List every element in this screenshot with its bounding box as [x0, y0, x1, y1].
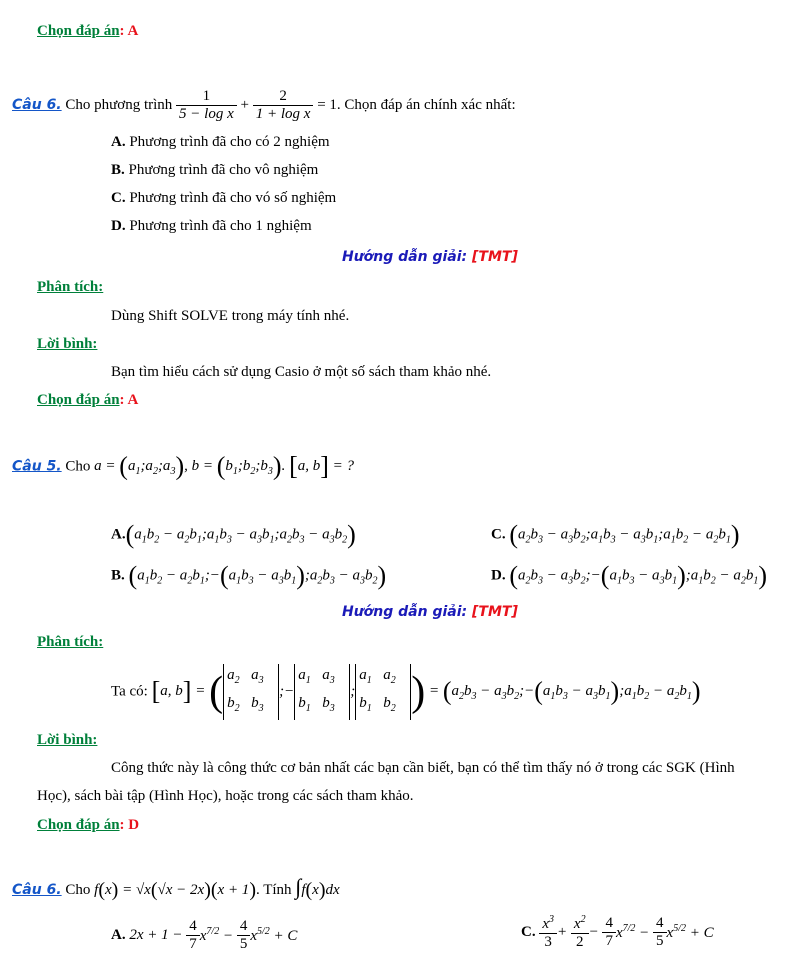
question-outro: . Chọn đáp án chính xác nhất: — [336, 97, 516, 113]
question-label: Câu 6. — [12, 96, 62, 113]
question-label: Câu 6. — [12, 882, 62, 898]
question-3: Câu 6. Cho f(x) = √x(√x − 2x)(x + 1). Tính ∫f(x)dx — [12, 874, 340, 902]
answer-line-q2: Chọn đáp án: D — [37, 817, 140, 833]
choose-answer-label: Chọn đáp án — [37, 23, 120, 39]
option-d: D. Phương trình đã cho 1 nghiệm — [111, 218, 312, 234]
question-intro: Cho phương trình — [65, 96, 173, 113]
question-2: Câu 5. Cho $a = (a_1;a_2;a_3)$, $b = (b_1;b_2;b_3)$. [a, b] = ? — [12, 452, 355, 481]
option-a: $A.(a_1b_2$ − $a_2b_1;a_1b_3$ − $a_3b_1;a_2b_3 - a_3b_2$) — [111, 520, 356, 549]
analysis-heading: Phân tích: — [37, 279, 104, 295]
answer-value: A — [127, 23, 139, 39]
question-label: Câu 5. — [12, 458, 62, 475]
comment-text-line2: Học), sách bài tập (Hình Học), hoặc trong các sách tham khảo. — [37, 788, 414, 804]
analysis-heading: Phân tích: — [37, 634, 104, 650]
option-d: D. ($a_2b_3$ − $a_3b_2;-(a_1b_3$ − $a_3b_1);a_1b_2 - a_2b_1$) — [491, 561, 768, 590]
question-intro: Cho — [65, 882, 91, 898]
option-b: B. Phương trình đã cho vô nghiệm — [111, 162, 319, 178]
cross-product-formula: Ta có: [a, b] = ( $a_2$ $a_3$ $b_2$ $b_3;-a_1$ $a_3$ $b_1$ $b_3;a_1$ $a_2$ $b_1$ $b_2$ ) = ($a_2b_3$ − $a_3b_2;-(a_1b_3$ − $a_3b_1);a_1b_2 - a_2b_1$) — [111, 664, 701, 720]
answer-line-q1: Chọn đáp án: A — [37, 392, 139, 408]
fraction-2: $\frac{2}{\text{1 + log x}}$ — [253, 88, 314, 123]
comment-heading: Lời bình: — [37, 336, 98, 352]
option-c: C. $\frac{x^3}{3}$ + $\frac{x^2}{2}$ − $\frac{4}{7}$ $x^{7/2}$ − $\frac{4}{5}$ $x^{5/2} + C$ — [521, 914, 714, 950]
option-c: C. ($a_2b_3$ − $a_3b_2;a_1b_3$ − $a_3b_1;a_1b_2 - a_2b_1$) — [491, 520, 740, 549]
analysis-text: Dùng Shift SOLVE trong máy tính nhé. — [111, 308, 350, 324]
option-c: C. Phương trình đã cho vó số nghiệm — [111, 190, 337, 206]
option-a: A. Phương trình đã cho có 2 nghiệm — [111, 134, 330, 150]
question-1: Câu 6. Cho phương trình $\frac{1}{\text{5 − log x}}$ + $\frac{2}{\text{1 + log x}}$ = 1. Chọn đáp án chính xác nhất: — [12, 88, 516, 122]
comment-text-line1: Công thức này là công thức cơ bản nhất các bạn cần biết, bạn có thể tìm thấy nó ở trong các SGK (Hình — [111, 760, 735, 776]
fraction-1: $\frac{1}{\text{5 − log x}}$ — [176, 88, 237, 123]
answer-line-top: Chọn đáp án: A — [37, 23, 139, 39]
option-a: A. 2x + 1 − $\frac{4}{7}$ $x^{7/2}$ − $\frac{4}{5}$ $x^{5/2} + C$ — [111, 918, 298, 952]
comment-heading: Lời bình: — [37, 732, 98, 748]
comment-text: Bạn tìm hiểu cách sử dụng Casio ở một số sách tham khảo nhé. — [111, 364, 492, 380]
question-intro: Cho — [65, 458, 91, 475]
solution-guide-heading: Hướng dẫn giải: [TMT] — [342, 604, 518, 620]
solution-guide-heading: Hướng dẫn giải: [TMT] — [342, 249, 518, 265]
option-b: B. ($a_1b_2$ − $a_2b_1;-(a_1b_3$ − $a_3b_1);a_2b_3 - a_3b_2$) — [111, 561, 387, 590]
